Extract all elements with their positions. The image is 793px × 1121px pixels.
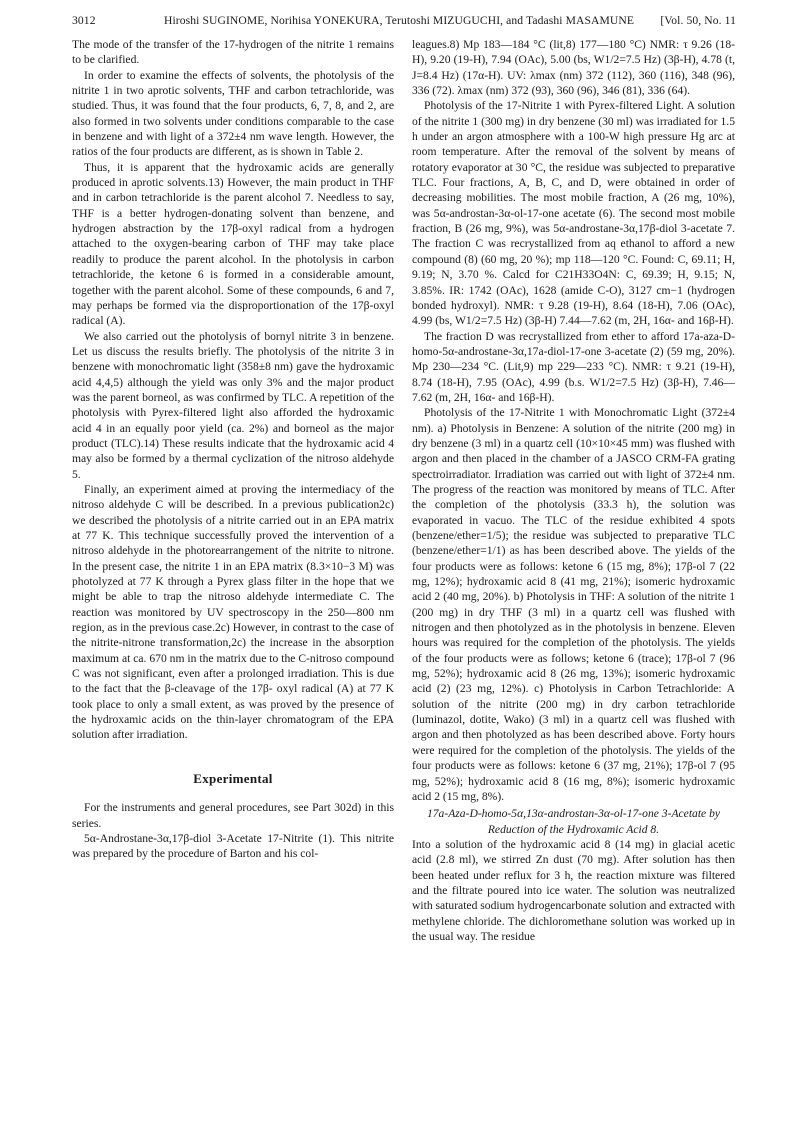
paragraph: Photolysis of the 17-Nitrite 1 with Monochromatic Light (372±4 nm). a) Photolysis in Benzene: A solution of the nitrite (200 mg) in dry benzene (3 ml) in a quartz cell (10×10×45 mm) was flushed with argon and then placed in the chamber of a JASCO CRM-FA grating spectroirradiator. Irradiation was carried out with light of 372±4 nm. The progress of the reaction was monitored by means of TLC. After the completion of the photolysis (33.3 h), the solution was evaporated in vacuo. The TLC of the residue exhibited 4 spots (benzene/ether=1/5); the residue was subjected to preparative TLC (benzene/ether=1/1) as has been described above. The yields of the four products were as follows: ketone 6 (15 mg, 8%); 17β-ol 7 (22 mg, 12%); hydroxamic acid 8 (41 mg, 21%); isomeric hydroxamic acid 2 (40 mg, 20%). b) Photolysis in THF: A solution of the nitrite 1 (200 mg) in dry THF (3 ml) in a quartz cell was flushed with nitrogen and then photolyzed as in the photolysis in benzene. Eleven hours was required for the completion of the photolysis. The yields of the four products were as follows; ketone 6 (trace); 17β-ol 7 (96 mg, 52%); hydroxamic acid 8 (26 mg, 13%); isomeric hydroxamic acid (2) (23 mg, 12%). c) Photolysis in Carbon Tetrachloride: A solution of the nitrite (200 mg) in dry carbon tetrachloride (luminazol, dotite, Wako) (3 ml) in a quartz cell was flushed with argon and then photolyzed as has been described above. Forty hours were required for the completion of the photolysis. The yields of the four products were as follows: ketone 6 (37 mg, 21%); 17β-ol 7 (95 mg, 52%); hydroxamic acid 8 (16 mg, 8%); isomeric hydroxamic acid 2 (15 mg, 8%). — [412, 406, 735, 803]
paragraph: The mode of the transfer of the 17-hydrogen of the nitrite 1 remains to be clarified. — [72, 38, 394, 67]
paragraph: Photolysis of the 17-Nitrite 1 with Pyrex-filtered Light. A solution of the nitrite 1 (300 mg) in dry benzene (30 ml) was irradiated for 1.5 h under an argon atmosphere with a 100-W high pressure Hg arc at room temperature. After the removal of the solvent by means of rotatory evaporator at 30 °C, the residue was subjected to preparative TLC. Four fractions, A, B, C, and D, were obtained in order of decreasing mobilities. The most mobile fraction, A (26 mg, 10%), was 5α-androstan-3α-ol-17-one acetate (6). The second most mobile fraction, B (26 mg, 9%), was 5α-androstane-3α,17β-diol 3-acetate 7. The fraction C was recrystallized from aq ethanol to afford a new compound (8) (60 mg, 20 %); mp 118—120 °C. Found: C, 69.11; H, 9.19; N, 3.70 %. Calcd for C21H33O4N: C, 69.39; H, 9.15; N, 3.85%. IR: 1742 (OAc), 1628 (amide C-O), 3127 cm−1 (hydrogen bonded hydroxyl). NMR: τ 9.28 (19-H), 8.64 (18-H), 7.06 (OAc), 4.99 (bs, W1/2=7.5 Hz) (3β-H) 7.44—7.62 (m, 2H, 16α- and 16β-H). — [412, 99, 735, 328]
subsection-title: 17a-Aza-D-homo-5α,13α-androstan-3α-ol-17-one 3-Acetate by Reduction of the Hydroxamic Acid 8. — [426, 807, 721, 836]
author-line: Hiroshi SUGINOME, Norihisa YONEKURA, Terutoshi MIZUGUCHI, and Tadashi MASAMUNE — [164, 14, 635, 27]
page-number: 3012 — [72, 14, 96, 27]
paragraph: 5α-Androstane-3α,17β-diol 3-Acetate 17-Nitrite (1). This nitrite was prepared by the procedure of Barton and his col- — [72, 831, 394, 861]
paragraph: For the instruments and general procedures, see Part 302d) in this series. — [72, 801, 394, 830]
section-heading: Experimental — [193, 770, 273, 786]
running-header — [72, 14, 736, 30]
paragraph: We also carried out the photolysis of bornyl nitrite 3 in benzene. Let us discuss the results briefly. The photolysis of the nitrite 3 in benzene with monochromatic light (358±8 nm) gave the hydroxamic acid 4,4,5) although the yield was only 3% and the major product was the parent borneol, as was confirmed by TLC. A repetition of the photolysis with Pyrex-filtered light also afforded the hydroxamic acid 4 in an equally poor yield (ca. 2%) and borneol as the major product (TLC).14) These results indicate that the hydroxamic acid 4 may also be formed by a thermal cyclization of the nitroso aldehyde 5. — [72, 329, 394, 481]
paragraph: Thus, it is apparent that the hydroxamic acids are generally produced in aprotic solvents.13) However, the main product in THF and in carbon tetrachloride is the parent alcohol 7. Needless to say, THF is a better hydrogen-donating solvent than benzene, and hydrogen abstraction by the 17β-oxyl radical from a hydrogen attached to the oxygen-bearing carbon of THF may take place readily to produce the parent alcohol. In the photolysis in carbon tetrachloride, the ketone 6 is formed in a considerable amount, together with the parent alcohol. Some of these compounds, 6 and 7, may perhaps be formed via the disproportionation of the 17β-oxyl radical (A). — [72, 160, 394, 328]
paragraph: In order to examine the effects of solvents, the photolysis of the nitrite 1 in two aprotic solvents, THF and carbon tetrachloride, was studied. Thus, it was found that the four products, 6, 7, 8, and 2, are also formed in two solvents under conditions comparable to the case in benzene and with light of a 372±4 nm wave length. However, the ratios of the four products are different, as is shown in Table 2. — [72, 68, 394, 159]
left-column — [72, 37, 394, 862]
paragraph: Into a solution of the hydroxamic acid 8 (14 mg) in glacial acetic acid (2.8 ml), we stirred Zn dust (70 mg). After solution has then been heated under reflux for 3 h, the reaction mixture was filtered and the filtrate poured into ice water. The solution was neutralized with saturated sodium hydrogencarbonate solution and extracted with methylene chloride. The dichloromethane solution was worked up in the usual way. The residue — [412, 837, 735, 943]
volume-info: [Vol. 50, No. 11 — [660, 14, 736, 27]
paragraph: Finally, an experiment aimed at proving the intermediacy of the nitroso aldehyde C will be described. In a previous publication2c) we described the photolysis of a nitrite carried out in an EPA matrix at 77 K. This technique successfully proved the intervention of a nitroso aldehyde in the photorearrangement of the nitrite to nitrone. In the present case, the nitrite 1 in an EPA matrix (8.3×10−3 M) was photolyzed at 77 K through a Pyrex glass filter in the hope that we might be able to trap the nitroso aldehyde intermediate C. The reaction was monitored by UV spectroscopy in the 250—800 nm region, as in the previous case.2c) However, in contrast to the case of the nitrite-nitrone transformation,2c) the increase in the absorption maximum at ca. 670 nm in the matrix due to the C-nitroso compound C was not significant, even after a prolonged irradiation. This is due to the fact that the β-cleavage of the 17β- oxyl radical (A) at 77 K took place to only a small extent, as was proved by the presence of the hydroxamic acids on the thin-layer chromatogram of the EPA solution after irradiation. — [72, 482, 394, 742]
paragraph: The fraction D was recrystallized from ether to afford 17a-aza-D-homo-5α-androstane-3α,17a-diol-17-one 3-acetate (2) (59 mg, 20%). Mp 230—234 °C. (Lit,9) mp 229—233 °C). NMR: τ 9.21 (19-H), 8.74 (18-H), 7.95 (OAc), 4.99 (b.s. W1/2=7.5 Hz) (3β-H), 7.46—7.62 (m, 2H, 16α- and 16β-H). — [412, 329, 735, 404]
right-column — [412, 37, 735, 944]
paragraph: leagues.8) Mp 183—184 °C (lit,8) 177—180 °C) NMR: τ 9.26 (18-H), 9.20 (19-H), 7.94 (OAc), 5.00 (bs, W1/2=7.5 Hz) (3β-H), 4.78 (t, J=8.4 Hz) (17α-H). UV: λmax (nm) 372 (112), 360 (116), 348 (96), 336 (72). λmax (nm) 372 (93), 360 (96), 346 (81), 336 (64). — [412, 38, 735, 98]
